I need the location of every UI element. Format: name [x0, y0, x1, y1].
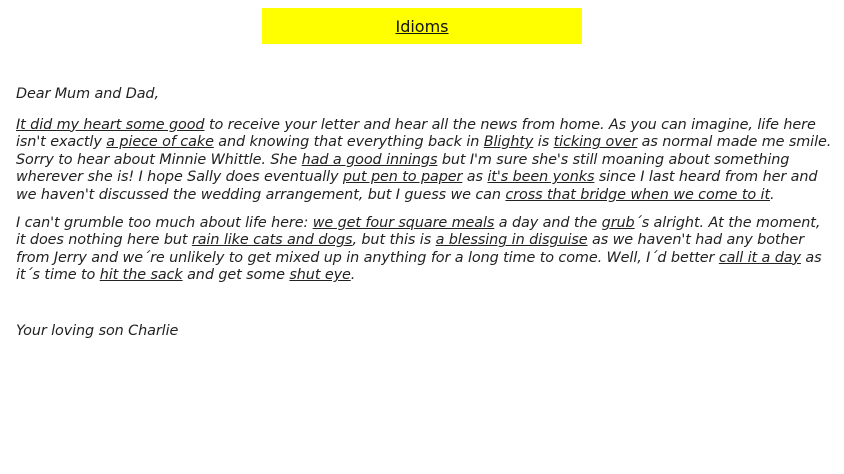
- idiom-link[interactable]: rain like cats and dogs: [191, 232, 353, 249]
- paragraph-text: as it´s time to: [16, 249, 822, 284]
- idiom-link[interactable]: Blighty: [483, 134, 534, 151]
- paragraph-text: as: [462, 169, 488, 186]
- idiom-link[interactable]: a piece of cake: [106, 134, 214, 151]
- paragraph-text: as normal made me smile. Sorry to hear about Minnie Whittle. She: [16, 134, 832, 168]
- paragraph-text: and knowing that everything back in: [213, 134, 484, 151]
- paragraph-2: [16, 215, 832, 285]
- paragraph-text: .: [770, 186, 775, 203]
- idiom-link[interactable]: call it a day: [718, 249, 801, 266]
- idiom-link[interactable]: grub: [601, 214, 635, 231]
- paragraph-text: since I last heard from her and we haven't discussed the wedding arrangement, but I guess we can: [16, 169, 818, 203]
- paragraph-text: is: [533, 134, 554, 151]
- idiom-link[interactable]: put pen to paper: [342, 169, 463, 186]
- letter-greeting: Dear Mum and Dad,: [16, 86, 159, 102]
- letter-signoff: Your loving son Charlie: [16, 322, 179, 339]
- paragraph-text: as we haven't had any bother from Jerry and we´re unlikely to get mixed up in anything for a long time to come. Well, I´d better: [16, 232, 805, 266]
- title-banner: [262, 8, 582, 44]
- paragraph-text: I can't grumble too much about life here:: [16, 214, 313, 231]
- page-title-link[interactable]: Idioms: [395, 16, 449, 36]
- idiom-link[interactable]: we get four square meals: [312, 214, 495, 231]
- paragraph-text: ´s alright. At the moment, it does nothing here but: [16, 214, 821, 249]
- paragraph-text: .: [350, 267, 356, 284]
- idiom-link[interactable]: had a good innings: [301, 151, 438, 168]
- idiom-link[interactable]: hit the sack: [99, 267, 183, 284]
- idiom-link[interactable]: a blessing in disguise: [435, 232, 588, 249]
- paragraph-1: [16, 117, 832, 205]
- idiom-link[interactable]: ticking over: [553, 134, 638, 151]
- idiom-link[interactable]: cross that bridge when we come to it: [505, 186, 770, 203]
- paragraph-text: and get some: [182, 267, 290, 284]
- paragraph-text: a day and the: [494, 214, 602, 231]
- letter-body: [16, 86, 832, 341]
- paragraph-text: but I'm sure she's still moaning about something wherever she is! I hope Sally does eventually: [16, 151, 790, 186]
- idiom-link[interactable]: It did my heart some good: [16, 116, 205, 133]
- idiom-link[interactable]: it's been yonks: [487, 169, 595, 186]
- idiom-link[interactable]: shut eye: [289, 267, 351, 284]
- paragraph-text: to receive your letter and hear all the news from home. As you can imagine, life here isn't exactly: [16, 116, 816, 151]
- paragraph-text: , but this is: [352, 232, 436, 249]
